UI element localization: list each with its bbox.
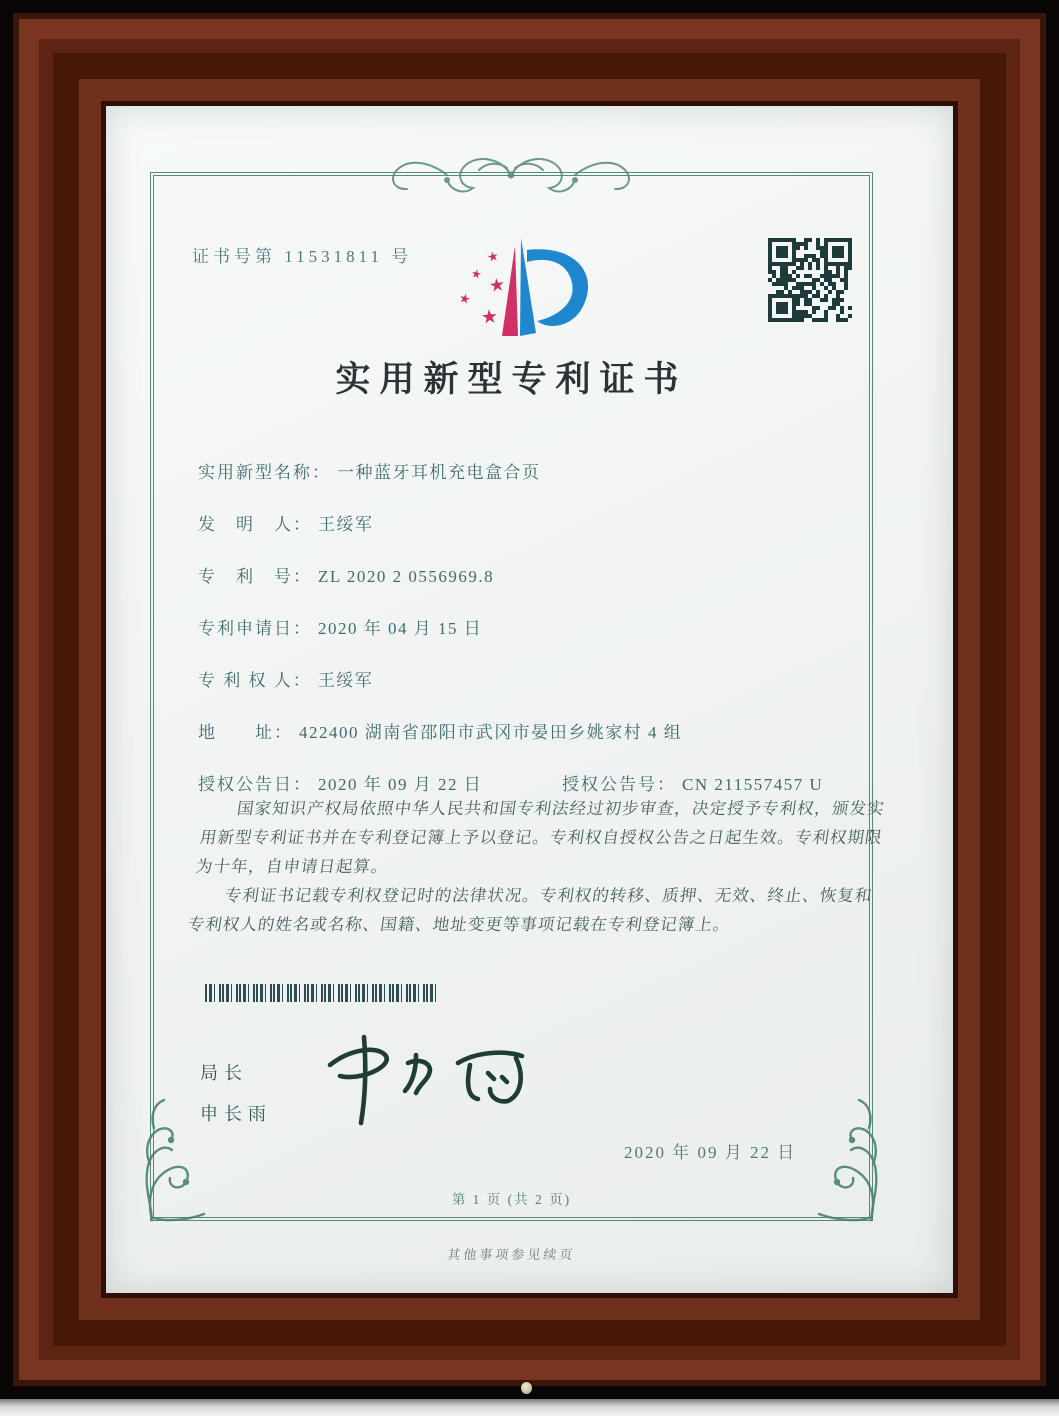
- legal-paragraph: 国家知识产权局依照中华人民共和国专利法经过初步审查，决定授予专利权，颁发实用新型专利证书并在专利登记簿上予以登记。专利权自授权公告之日起生效。专利权期限为十年，自申请日起算。: [194, 799, 886, 876]
- continuation-note: 其他事项参见续页: [446, 1247, 577, 1262]
- issue-date: 2020 年 09 月 22 日: [624, 1143, 797, 1162]
- logo-blue-bowl: [527, 249, 588, 326]
- field-value: 一种蓝牙耳机充电盒合页: [337, 463, 541, 482]
- field-row-inventor: [198, 510, 374, 535]
- logo-star-icon: ★: [485, 247, 501, 266]
- issuer-name: 申长雨: [200, 1104, 272, 1124]
- certificate-number: 证书号第 11531811 号: [192, 247, 413, 266]
- field-row-patent-number: [198, 562, 494, 587]
- legal-text: [186, 794, 900, 939]
- certificate-title: 实用新型专利证书: [335, 360, 688, 399]
- field-label: 专 利 权 人：: [198, 671, 312, 690]
- field-label: 授权公告日：: [198, 775, 312, 794]
- field-value: ZL 2020 2 0556969.8: [318, 567, 495, 586]
- frame-ring: [13, 13, 1046, 1386]
- frame-ring: [19, 19, 1040, 1380]
- logo-star-icon: ★: [480, 306, 499, 329]
- field-label: 地 址：: [198, 723, 293, 742]
- frame-ring: [79, 79, 980, 1320]
- field-value: 2020 年 04 月 15 日: [318, 619, 483, 638]
- legal-paragraph: 专利证书记载专利权登记时的法律状况。专利权的转移、质押、无效、终止、恢复和专利权人的姓名或名称、国籍、地址变更等事项记载在专利登记簿上。: [186, 886, 874, 934]
- field-row-address: [198, 718, 682, 743]
- field-value: 王绥军: [318, 515, 374, 534]
- field-label: 发 明 人：: [198, 515, 312, 534]
- cnipa-logo-icon: [431, 236, 601, 348]
- field-value: 王绥军: [317, 671, 374, 690]
- field-label: 实用新型名称：: [198, 463, 331, 482]
- field-row-filing-date: [198, 614, 482, 639]
- field-label: 专利申请日：: [198, 619, 312, 638]
- field-row-patent-name: [198, 458, 541, 483]
- frame-ring: [101, 101, 958, 1298]
- field-value: CN 211557457 U: [682, 775, 824, 794]
- certificate-paper: [106, 106, 953, 1293]
- issuer-title: 局长: [200, 1063, 248, 1083]
- table-surface-shadow: [0, 1399, 1059, 1416]
- page-info: 第 1 页 (共 2 页): [451, 1192, 572, 1207]
- field-value: 422400 湖南省邵阳市武冈市晏田乡姚家村 4 组: [299, 723, 683, 742]
- field-value: 2020 年 09 月 22 日: [318, 775, 483, 794]
- qr-code: [768, 238, 852, 322]
- frame-stand-peg: [521, 1382, 532, 1394]
- frame-ring: [39, 39, 1020, 1360]
- issuer-signature: [318, 1031, 553, 1131]
- field-label: 授权公告号：: [562, 775, 676, 794]
- field-row-patentee: [198, 666, 373, 691]
- field-label: 专 利 号：: [198, 567, 312, 586]
- barcode: [205, 984, 436, 1002]
- logo-star-icon: ★: [487, 273, 507, 297]
- logo-star-icon: ★: [469, 266, 483, 282]
- field-row-grant: [198, 770, 823, 795]
- frame-ring: [53, 53, 1006, 1346]
- logo-star-icon: ★: [457, 289, 473, 308]
